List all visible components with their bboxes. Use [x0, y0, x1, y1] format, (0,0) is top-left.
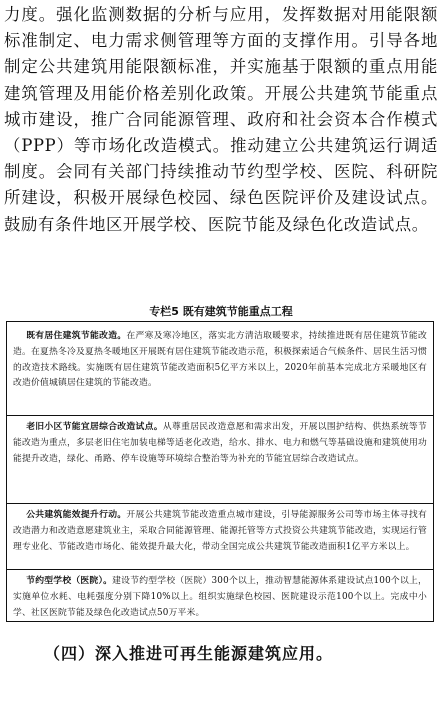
section-text: 从尊重居民改造意愿和需求出发，开展以围护结构、供热系统等节能改造为重点，多层老旧住宅加装电梯等适老化改造，给水、排水、电力和燃气等基础设施和建筑使用功能提升改造，绿化、甬路、停车设施等环境综合整治等为补充的节能宜居综合改造试点。 [13, 422, 427, 464]
box-section-residential [7, 322, 433, 416]
section-lead: 老旧小区节能宜居综合改造试点。 [26, 422, 163, 432]
section-heading: （四）深入推进可再生能源建筑应用。 [44, 644, 334, 663]
box-title: 专栏5 既有建筑节能重点工程 [149, 305, 293, 318]
section-text: 建设节约型学校（医院）300个以上，推动智慧能源体系建设试点100个以上，实施单位水耗、电耗强度分别下降10%以上。组织实施绿色校园、医院建设示范100个以上。完成中小学、社区医院节能及绿色化改造试点50万平米。 [13, 576, 428, 618]
feature-box [6, 321, 434, 622]
section-text: 开展公共建筑节能改造重点城市建设，引导能源服务公司等市场主体寻找有改造潜力和改造意愿建筑业主，采取合同能源管理、能源托管等方式投资公共建筑节能改造，实现运行管理专业化、节能改造市场化、能效提升最大化，带动全国完成公共建筑节能改造面积1亿平方米以上。 [13, 510, 427, 552]
box-section-schools [7, 570, 433, 622]
section-lead: 既有居住建筑节能改造。 [26, 331, 127, 341]
box-section-old-community [7, 416, 433, 504]
body-paragraph: 力度。强化监测数据的分析与应用，发挥数据对用能限额标准制定、电力需求侧管理等方面的支撑作用。引导各地制定公共建筑用能限额标准，并实施基于限额的重点用能建筑管理及用能价格差别化政策。开展公共建筑节能重点城市建设，推广合同能源管理、政府和社会资本合作模式（PPP）等市场化改造模式。推动建立公共建筑运行调适制度。会同有关部门持续推动节约型学校、医院、科研院所建设，积极开展绿色校园、绿色医院评价及建设试点。鼓励有条件地区开展学校、医院节能及绿色化改造试点。 [4, 5, 438, 234]
box-section-public-building [7, 504, 433, 570]
section-text: 在严寒及寒冷地区，落实北方清洁取暖要求，持续推进既有居住建筑节能改造。在夏热冬冷及夏热冬暖地区开展既有居住建筑节能改造示范，积极探索适合气候条件、居民生活习惯的改造技术路线。实施既有居住建筑节能改造面积5亿平方米以上，2020年前基本完成北方采暖地区有改造价值城镇居住建筑的节能改造。 [13, 331, 427, 389]
section-lead: 公共建筑能效提升行动。 [26, 510, 127, 520]
section-lead: 节约型学校（医院）。 [26, 576, 113, 586]
